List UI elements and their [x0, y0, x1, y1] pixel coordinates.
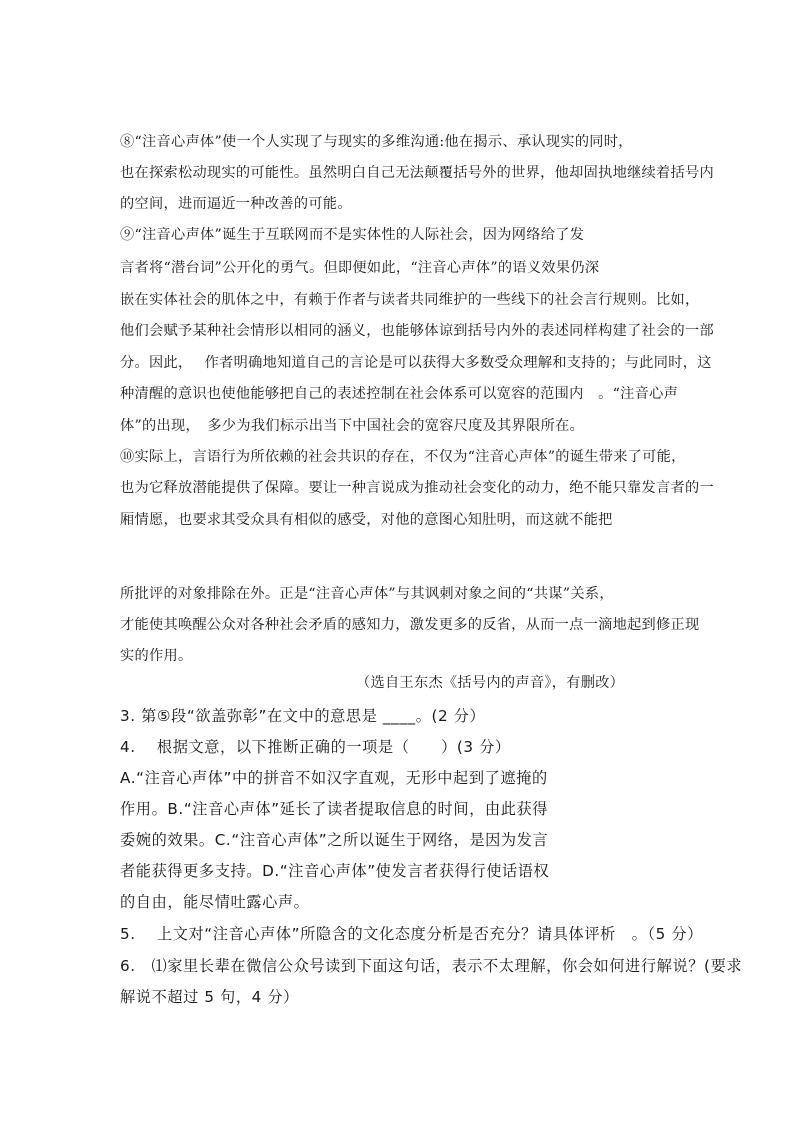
question-6-line-2: 解说不超过 5 句，4 分）	[120, 988, 299, 1006]
paragraph-8-line-1: ⑧“注音心声体”使一个人实现了与现实的多维沟通:他在揭示、承认现实的同时，	[120, 134, 633, 150]
paragraph-9-line-3: 嵌在实体社会的肌体之中，有赖于作者与读者共同维护的一些线下的社会言行规则。比如，	[120, 292, 700, 308]
question-5: 5. 上文对“注音心声体”所隐含的文化态度分析是否充分？请具体评析 。（5 分）	[120, 925, 703, 943]
question-4-options-line-2: 作用。B.“注音心声体”延长了读者提取信息的时间，由此获得	[120, 800, 549, 818]
paragraph-10-line-2: 也为它释放潜能提供了保障。要让一种言说成为推动社会变化的动力，绝不能只靠发言者的一	[120, 480, 714, 496]
question-4-options-line-3: 委婉的效果。C.“注音心声体”之所以诞生于网络，是因为发言	[120, 831, 549, 849]
paragraph-9-line-6: 种清醒的意识也使他能够把自己的表述控制在社会体系可以宽容的范围内 。“注音心声	[120, 386, 679, 402]
question-4-options-line-5: 的自由，能尽情吐露心声。	[120, 893, 310, 911]
paragraph-9-line-4: 他们会赋予某种社会情形以相同的涵义，也能够体谅到括号内外的表述同样构建了社会的一部	[120, 323, 714, 339]
paragraph-10-line-1: ⑩实际上，言语行为所依赖的社会共识的存在，不仅为“注音心声体”的诞生带来了可能，	[120, 449, 686, 465]
paragraph-9-line-2: 言者将“潜台词”公开化的勇气。但即便如此，“注音心声体”的语义效果仍深	[120, 260, 600, 276]
paragraph-8-line-3: 的空间，进而逼近一种改善的可能。	[120, 196, 352, 212]
question-4-options-line-4: 者能获得更多支持。D.“注音心声体”使发言者获得行使话语权	[120, 862, 550, 880]
paragraph-8-line-2: 也在探索松动现实的可能性。虽然明白自己无法颠覆括号外的世界，他却固执地继续着括号内	[120, 165, 714, 181]
paragraph-10-line-4: 所批评的对象排除在外。正是“注音心声体”与其讽刺对象之间的“共谋”关系，	[120, 586, 614, 602]
paragraph-10-line-3: 厢情愿，也要求其受众具有相似的感受，对他的意图心知肚明，而这就不能把	[120, 512, 613, 528]
question-3: 3. 第⑤段“欲盖弥彰”在文中的意思是 ____。(2 分）	[120, 707, 486, 725]
paragraph-9-line-5: 分。因此， 作者明确地知道自己的言论是可以获得大多数受众理解和支持的；与此同时，这	[120, 355, 712, 371]
paragraph-10-line-6: 实的作用。	[120, 648, 193, 664]
paragraph-9-line-7: 体”的出现， 多少为我们标示出当下中国社会的宽容尺度及其界限所在。	[120, 418, 585, 434]
question-4-options-line-1: A.“注音心声体”中的拼音不如汉字直观，无形中起到了遮掩的	[120, 769, 548, 787]
source-attribution: （选自王东杰《括号内的声音》，有删改）	[356, 675, 625, 691]
question-6-line-1: 6. ⑴家里长辈在微信公众号读到下面这句话，表示不太理解，你会如何进行解说？(要求	[120, 957, 743, 975]
question-4-stem: 4. 根据文意，以下推断正确的一项是（ ）(3 分）	[120, 738, 511, 756]
paragraph-9-line-1: ⑨“注音心声体”诞生于互联网而不是实体性的人际社会，因为网络给了发	[120, 227, 585, 243]
paragraph-10-line-5: 才能使其唤醒公众对各种社会矛盾的感知力，激发更多的反省，从而一点一滴地起到修正现	[120, 617, 700, 633]
